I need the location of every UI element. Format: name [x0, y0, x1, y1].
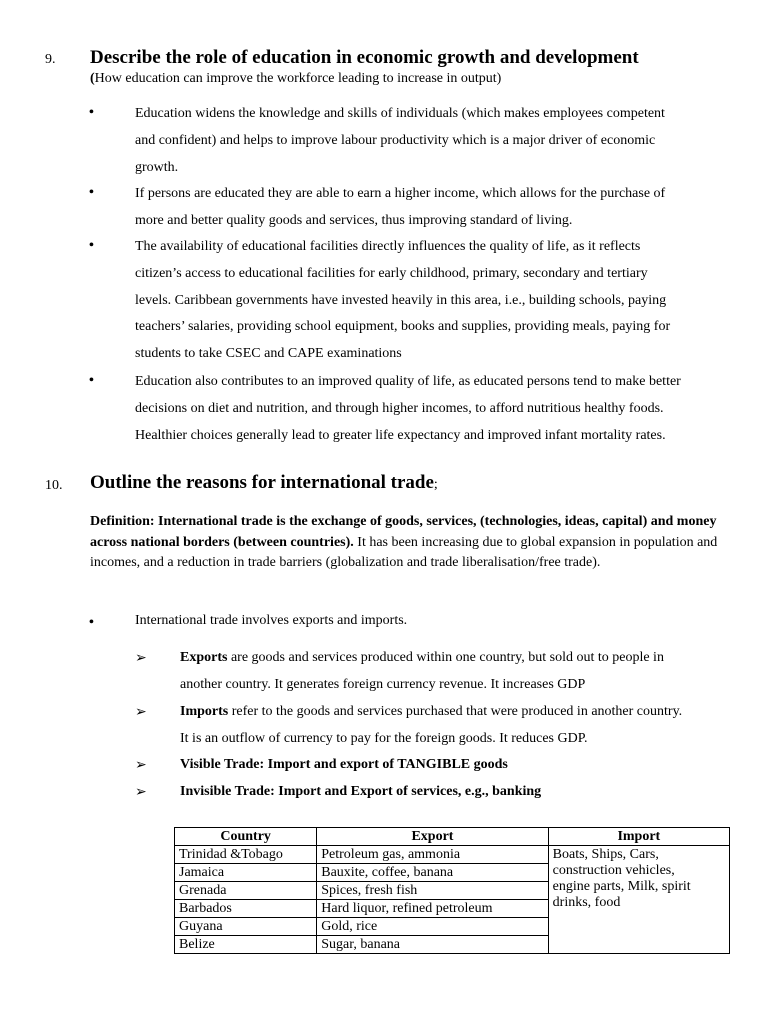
section-9-number: 9.: [45, 52, 56, 67]
country-cell: Trinidad &Tobago: [175, 846, 317, 864]
section-10-title: [90, 472, 438, 494]
education-bullet-3: [135, 234, 670, 368]
line: more and better quality goods and services, thus improving standard of living.: [135, 212, 573, 228]
imports-line-1: refer to the goods and services purchased that were produced in another country.: [228, 704, 683, 719]
line: Education widens the knowledge and skills of individuals (which makes employees competent: [135, 106, 665, 121]
education-bullet-1: [135, 101, 665, 181]
header-country: Country: [175, 828, 317, 846]
trade-definition: [90, 512, 725, 574]
line: and confident) and helps to improve labour productivity which is a major driver of economic: [135, 132, 656, 148]
arrow-bullet-icon: ➢: [135, 705, 147, 720]
section-10-title-text: Outline the reasons for international trade: [90, 472, 434, 493]
education-bullet-4: [135, 369, 681, 449]
exports-line-1: are goods and services produced within one country, but sold out to people in: [227, 650, 664, 665]
visible-trade: Visible Trade: Import and export of TANGIBLE goods: [180, 757, 508, 772]
section-10-title-suffix: ;: [433, 477, 438, 492]
invisible-trade: Invisible Trade: Import and Export of services, e.g., banking: [180, 784, 542, 799]
imports-item: [180, 699, 682, 753]
line: If persons are educated they are able to earn a higher income, which allows for the purchase of: [135, 186, 666, 201]
import-line: construction vehicles,: [552, 863, 675, 878]
arrow-bullet-icon: ➢: [135, 785, 147, 800]
line: levels. Caribbean governments have invested heavily in this area, i.e., building schools, paying: [135, 292, 667, 308]
bullet-glyph: •: [89, 185, 94, 200]
line: growth.: [135, 159, 179, 175]
subtitle-paren: (: [90, 71, 95, 86]
table-row: [175, 846, 730, 864]
table-header-row: [175, 828, 730, 846]
bullet-glyph: •: [89, 373, 94, 388]
import-line: Boats, Ships, Cars,: [552, 847, 659, 862]
exports-line-2: another country. It generates foreign currency revenue. It increases GDP: [180, 676, 586, 692]
section-9-subtitle: [90, 71, 501, 87]
import-line: drinks, food: [552, 895, 621, 910]
import-line: engine parts, Milk, spirit: [552, 879, 691, 894]
import-cell: [548, 846, 729, 954]
definition-rest: It has been increasing due to global expansion in population and incomes, and a reduction in trade barriers (globalization and trade liberalisation/free trade).: [90, 534, 718, 570]
arrow-bullet-icon: ➢: [135, 651, 147, 666]
country-cell: Belize: [175, 936, 317, 954]
export-cell: Bauxite, coffee, banana: [317, 864, 548, 882]
trade-table: [174, 827, 730, 954]
header-export: Export: [317, 828, 548, 846]
imports-line-2: It is an outflow of currency to pay for the foreign goods. It reduces GDP.: [180, 730, 588, 746]
line: Healthier choices generally lead to greater life expectancy and improved infant mortality rates.: [135, 427, 666, 443]
export-cell: Hard liquor, refined petroleum: [317, 900, 548, 918]
export-cell: Gold, rice: [317, 918, 548, 936]
header-import: Import: [548, 828, 729, 846]
bullet-glyph: •: [89, 105, 94, 120]
arrow-bullet-icon: ➢: [135, 758, 147, 773]
definition-bold: Definition: International trade is the exchange of goods, services, (technologies, ideas, capital) and money across national borders (between countries).: [90, 514, 717, 550]
line: teachers’ salaries, providing school equipment, books and supplies, providing meals, paying for: [135, 319, 671, 335]
exports-term: Exports: [180, 650, 228, 665]
export-cell: Petroleum gas, ammonia: [317, 846, 548, 864]
line: [180, 699, 682, 726]
line: students to take CSEC and CAPE examinations: [135, 346, 402, 362]
education-bullet-2: [135, 181, 665, 235]
section-10-number: 10.: [45, 478, 63, 493]
exports-item: [180, 645, 664, 699]
country-cell: Guyana: [175, 918, 317, 936]
trade-bullet: International trade involves exports and imports.: [135, 613, 408, 628]
line: The availability of educational facilities directly influences the quality of life, as it reflects: [135, 239, 641, 254]
line: [180, 645, 664, 672]
country-cell: Jamaica: [175, 864, 317, 882]
export-cell: Spices, fresh fish: [317, 882, 548, 900]
line: decisions on diet and nutrition, and through higher incomes, to afford nutritious healthy foods.: [135, 400, 664, 416]
line: Education also contributes to an improved quality of life, as educated persons tend to make better: [135, 374, 681, 389]
country-cell: Grenada: [175, 882, 317, 900]
bullet-glyph: •: [89, 615, 94, 630]
section-9-title: Describe the role of education in economic growth and development: [90, 47, 639, 68]
line: citizen’s access to educational facilities for early childhood, primary, secondary and tertiary: [135, 265, 648, 281]
country-cell: Barbados: [175, 900, 317, 918]
subtitle-text: How education can improve the workforce leading to increase in output): [94, 71, 502, 86]
export-cell: Sugar, banana: [317, 936, 548, 954]
imports-term: Imports: [180, 704, 229, 719]
bullet-glyph: •: [89, 238, 94, 253]
